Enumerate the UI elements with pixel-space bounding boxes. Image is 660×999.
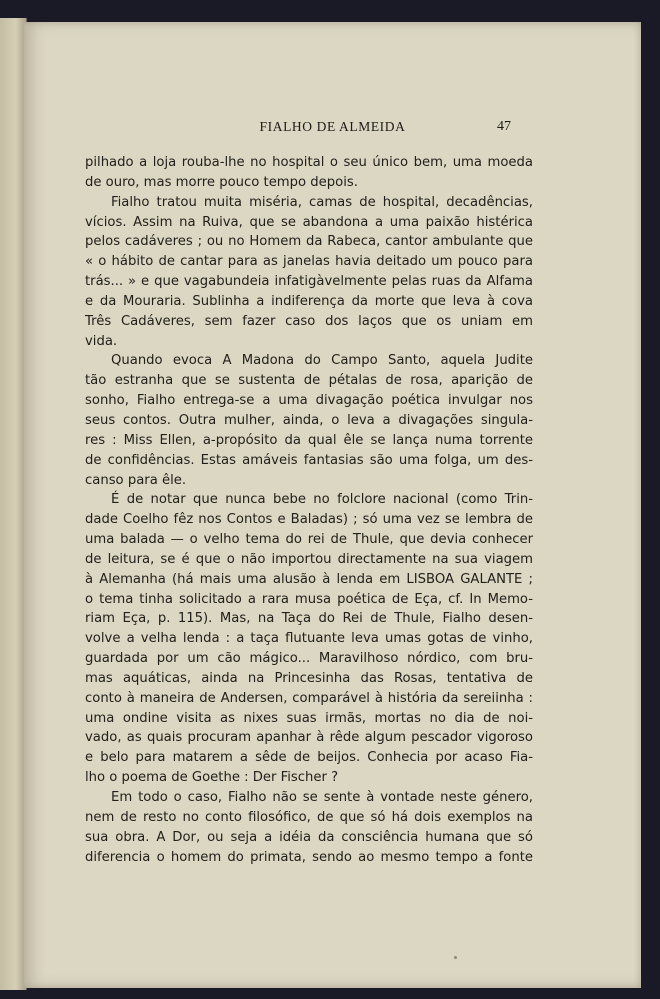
text-line: vícios. Assim na Ruiva, que se abandona a uma paixão histérica <box>85 214 533 230</box>
text-line: sua obra. A Dor, ou seja a idéia da consciência humana que só <box>85 829 533 845</box>
text-line: uma balada — o velho tema do rei de Thule, que devia conhecer <box>85 532 533 548</box>
text-line: de confidências. Estas amáveis fantasias são uma folga, um des- <box>85 452 533 468</box>
text-line: conto à maneira de Andersen, comparável à história da sereiinha : <box>85 690 533 706</box>
text-line: res : Miss Ellen, a-propósito da qual êle se lança numa torrente <box>85 432 533 448</box>
text-line: Fialho tratou muita miséria, camas de hospital, decadências, <box>111 194 533 210</box>
left-page-edge <box>0 18 27 990</box>
paper-speck <box>454 956 457 959</box>
text-line: Em todo o caso, Fialho não se sente à vontade neste género, <box>111 790 533 805</box>
text-line: lho o poema de Goethe : Der Fischer ? <box>85 770 339 786</box>
text-line: riam Eça, p. 115). Mas, na Taça do Rei de Thule, Fialho desen- <box>85 611 533 627</box>
book-page <box>24 22 641 988</box>
text-line: volve a velha lenda : a taça flutuante leva umas gotas de vinho, <box>85 631 533 647</box>
text-line: seus contos. Outra mulher, ainda, o leva a divagações singula- <box>85 412 533 428</box>
text-line: à Alemanha (há mais uma alusão à lenda em LISBOA GALANTE ; <box>85 571 533 587</box>
text-line: dade Coelho fêz nos Contos e Baladas) ; só uma vez se lembra de <box>85 512 533 528</box>
text-line: pilhado a loja rouba-lhe no hospital o seu único bem, uma moeda <box>85 155 533 170</box>
text-line: uma ondine visita as nixes suas irmãs, mortas no dia de noi- <box>85 710 533 726</box>
running-head: FIALHO DE ALMEIDA <box>259 119 406 134</box>
text-line: mas aquáticas, ainda na Princesinha das Rosas, tentativa de <box>85 670 533 686</box>
text-line: tão estranha que se sustenta de pétalas de rosa, aparição de <box>85 373 533 389</box>
text-line: nem de resto no conto filosófico, de que só há dois exemplos na <box>85 809 533 825</box>
text-line: guardada por um cão mágico... Maravilhoso nórdico, com bru- <box>85 651 533 667</box>
text-line: diferencia o homem do primata, sendo ao mesmo tempo a fonte <box>85 849 533 865</box>
text-line: o tema tinha solicitado a rara musa poética de Eça, cf. In Memo- <box>85 591 533 607</box>
text-line: de leitura, se é que o não importou directamente na sua viagem <box>85 551 533 567</box>
text-line: sonho, Fialho entrega-se a uma divagação poética invulgar nos <box>85 393 533 409</box>
text-line: trás... » e que vagabundeia infatigàvelmente pelas ruas da Alfama <box>85 274 533 290</box>
text-line: de ouro, mas morre pouco tempo depois. <box>85 174 358 190</box>
text-line: canso para êle. <box>85 472 187 488</box>
text-line: vado, as quais procuram apanhar à rêde algum pescador vigoroso <box>85 730 533 746</box>
text-line: Três Cadáveres, sem fazer caso dos laços que os uniam em <box>85 313 533 329</box>
page-header <box>24 119 641 139</box>
page-number: 47 <box>497 119 511 134</box>
text-line: vida. <box>85 333 118 349</box>
text-line: « o hábito de cantar para as janelas havia deitado um pouco para <box>85 254 533 270</box>
body-text <box>85 153 533 867</box>
text-line: Quando evoca A Madona do Campo Santo, aquela Judite <box>111 353 533 369</box>
text-line: É de notar que nunca bebe no folclore nacional (como Trin- <box>111 492 533 508</box>
text-line: e belo para matarem a sêde de beijos. Conhecia por acaso Fia- <box>85 750 533 766</box>
text-line: pelos cadáveres ; ou no Homem da Rabeca, cantor ambulante que <box>85 234 533 250</box>
text-line: e da Mouraria. Sublinha a indiferença da morte que leva à cova <box>85 293 533 309</box>
